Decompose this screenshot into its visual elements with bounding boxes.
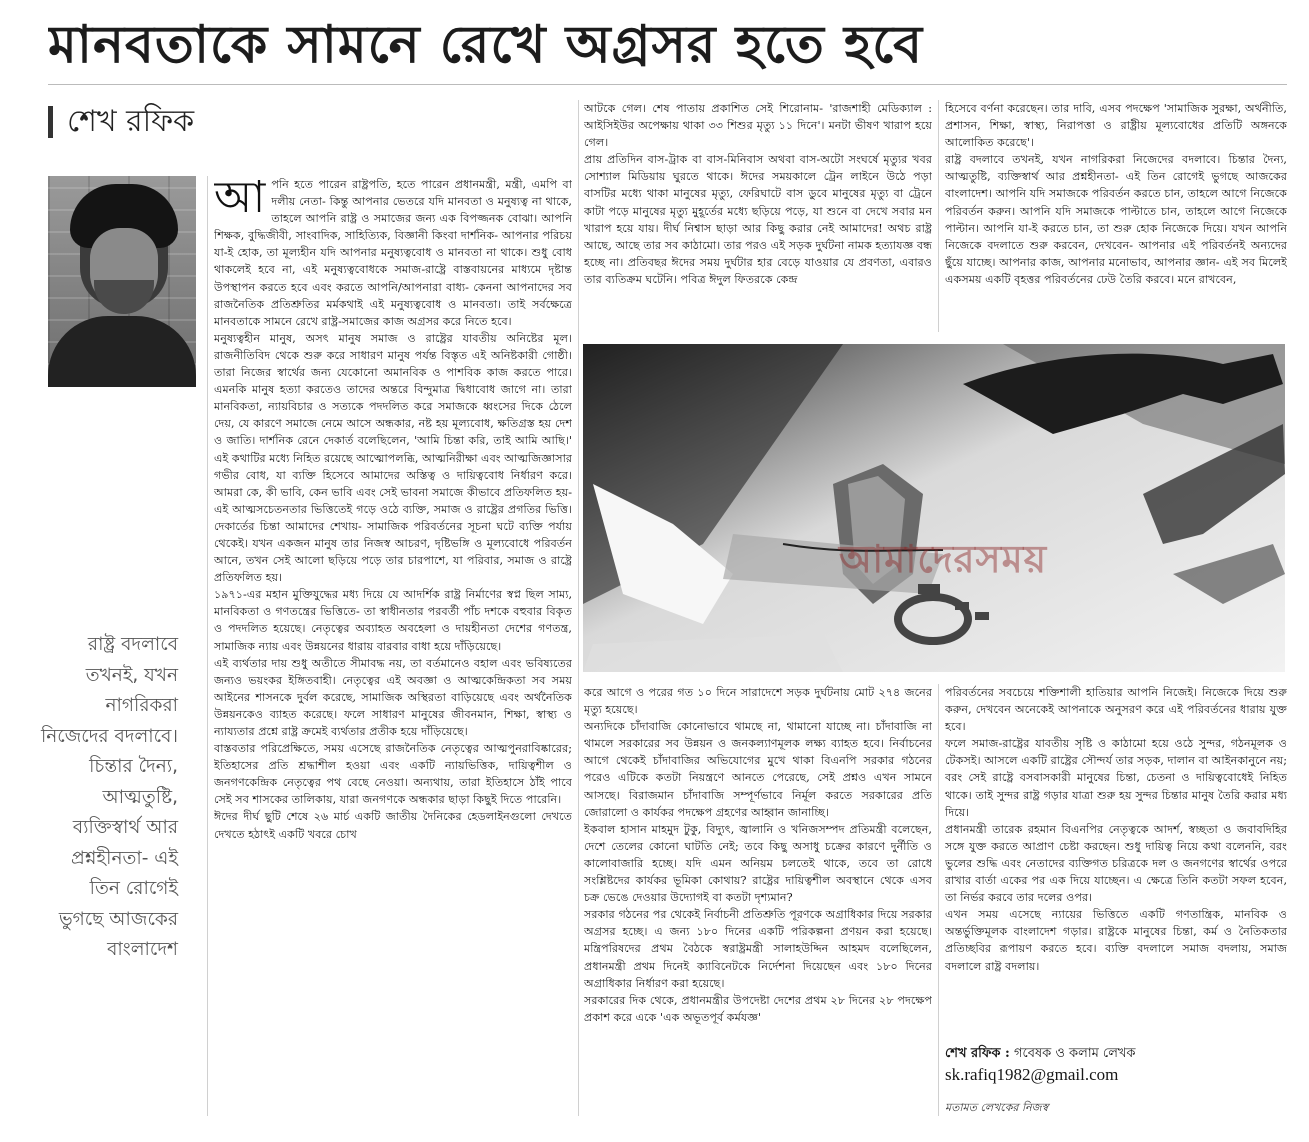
paragraph: অন্যদিকে চাঁদাবাজি কোনোভাবে থামছে না, থামানো যাচ্ছে না। চাঁদাবাজি না থামলে সরকারের সব উন্নয়ন ও জনকল্যাণমূলক লক্ষ্য ব্যাহত হবে। নির্বাচনের আগে থেকেই চাঁদাবাজির অভিযোগের মুখে থাকা বিএনপি সরকার গঠনের পরেও এটিকে কতটা নিয়ন্ত্রণে আনতে পেরেছে, সেই প্রশ্নও এখন সামনে আসছে। বিরাজমান চাঁদাবাজি সম্পূর্ণভাবে নির্মূল করতে সরকারের প্রতি জোরালো ও কার্যকর পদক্ষেপ গ্রহণের আহ্বান জানাচ্ছি। [584,720,932,819]
byline-author: শেখ রফিক [67,103,195,139]
paragraph: প্রধানমন্ত্রী তারেক রহমান বিএনপির নেতৃত্বকে আদর্শ, স্বচ্ছতা ও জবাবদিহির সঙ্গে যুক্ত করতে আপ্রাণ চেষ্টা করছেন। শুধু দায়িত্ব নিয়ে কথা বলেননি, বরং ভুলের শুদ্ধি এবং নেতাদের ব্যক্তিগত চরিত্রকে দল ও জনগণের স্বার্থের ওপরে রাখার বার্তা একের পর এক দিয়ে যাচ্ছেন। এ ক্ষেত্রে তিনি কতটা সফল হবেন, তা নির্ভর করবে তার দলের ওপর। [945,822,1287,905]
column-divider [938,100,939,332]
author-name: শেখ রফিক : [945,1046,1010,1061]
pull-quote: রাষ্ট্র বদলাবে তখনই, যখন নাগরিকরা নিজেদের বদলাবে। চিন্তার দৈন্য, আত্মতুষ্টি, ব্যক্তিস্বার্থ আর প্রশ্নহীনতা- এই তিন রোগেই ভুগছে আজকের বাংলাদেশ [40,634,178,960]
article-column-2-bottom [584,684,932,1116]
paragraph: বাস্তবতার পরিপ্রেক্ষিতে, সময় এসেছে রাজনৈতিক নেতৃত্বের আত্মপুনরাবিষ্কারের; ইতিহাসের প্রতি শ্রদ্ধাশীল হওয়া এবং একটি ন্যায়ভিত্তিক, দায়িত্বশীল ও জনগণকেন্দ্রিক নেতৃত্বের পথ বেছে নেওয়া। অন্যথায়, তারা ইতিহাসে ঠাঁই পাবে সেই সব শাসকের তালিকায়, যারা জনগণকে অন্ধকার ছাড়া কিছুই দিতে পারেনি। [214,742,572,807]
headline: মানবতাকে সামনে রেখে অগ্রসর হতে হবে [48,15,924,75]
watermark: আমাদেরসময় [838,537,1048,581]
opinion-disclaimer: মতামত লেখকের নিজস্ব [945,1101,1049,1114]
illustration-hands-chain [583,344,1285,672]
author-photo [48,176,196,387]
author-credit [945,1044,1290,1064]
byline [48,102,194,142]
author-email[interactable]: sk.rafiq1982@gmail.com [945,1065,1119,1084]
paragraph: করে আগে ও পরের গত ১০ দিনে সারাদেশে সড়ক দুর্ঘটনায় মোট ২৭৪ জনের মৃত্যু হয়েছে। [584,686,932,717]
paragraph: মনুষ্যত্বহীন মানুষ, অসৎ মানুষ সমাজ ও রাষ্ট্রের যাবতীয় অনিষ্টের মূল। রাজনীতিবিদ থেকে শুরু করে সাধারণ মানুষ পর্যন্ত বিস্তৃত এই অনিষ্টকারী গোষ্ঠী। তারা নিজের স্বার্থের জন্য যেকোনো অমানবিক ও পাশবিক কাজ করতে পারে। এমনকি মানুষ হত্যা করতেও তাদের অন্তরে বিন্দুমাত্র দ্বিধাবোধ জাগে না। তারা মানবিকতা, ন্যায়বিচার ও সত্যকে পদদলিত করে সমাজকে ধ্বংসের দিকে ঠেলে দেয়, যে কারণে সমাজে নেমে আসে অন্ধকার, নষ্ট হয় মূল্যবোধ, ক্ষতিগ্রস্ত হয় দেশ ও জাতি। দার্শনিক রেনে দেকার্ত বলেছিলেন, 'আমি চিন্তা করি, তাই আমি আছি।' এই কথাটির মধ্যে নিহিত রয়েছে আত্মোপলব্ধি, আত্মনিরীক্ষা এবং আত্মজিজ্ঞাসার গভীর বোধ, যা ব্যক্তি হিসেবে আমাদের অস্তিত্ব ও দায়িত্ববোধ নির্ধারণ করে। আমরা কে, কী ভাবি, কেন ভাবি এবং সেই ভাবনা সমাজে কীভাবে প্রতিফলিত হয়- এই আত্মসচেতনতার ভিত্তিতেই গড়ে ওঠে ব্যক্তি, সমাজ ও রাষ্ট্রের প্রগতির ভিত্তি। দেকার্তের চিন্তা আমাদের শেখায়- সামাজিক পরিবর্তনের সূচনা ঘটে ব্যক্তি পর্যায় থেকেই। যখন একজন মানুষ তার নিজস্ব আচরণ, দৃষ্টিভঙ্গি ও মূল্যবোধে পরিবর্তন আনে, তখন সেই আলো ছড়িয়ে পড়ে তার চারপাশে, যা পরিবার, সমাজ ও রাষ্ট্রে প্রতিফলিত হয়। [214,331,572,585]
paragraph: ইকবাল হাসান মাহমুদ টুকু, বিদ্যুৎ, জ্বালানি ও খনিজসম্পদ প্রতিমন্ত্রী বলেছেন, দেশে তেলের কোনো ঘাটতি নেই; তবে কিছু অসাধু চক্রের কারণে দুর্নীতি ও কালোবাজারি হচ্ছে। যদি এমন অনিয়ম চলতেই থাকে, তবে তা রোধে সংশ্লিষ্টদের কার্যকর ভূমিকা কোথায়? রাষ্ট্রের দায়িত্বশীল অবস্থানে থেকে এসব চক্র ভেঙে দেওয়ার উদ্যোগই বা কতটা দৃশ্যমান? [584,822,932,905]
article-column-2-top [584,100,932,336]
article-column-1 [214,176,572,1116]
paragraph: সরকারের দিক থেকে, প্রধানমন্ত্রীর উপদেষ্টা দেশের প্রথম ২৮ দিনের ২৮ পদক্ষেপ প্রকাশ করে একে 'এক অভূতপূর্ব কর্মযজ্ঞ' [584,993,932,1024]
paragraph: ঈদের দীর্ঘ ছুটি শেষে ২৬ মার্চ একটি জাতীয় দৈনিকের হেডলাইনগুলো দেখতে দেখতে হঠাৎই একটি খবরে চোখ [214,810,572,841]
author-role: গবেষক ও কলাম লেখক [1009,1046,1136,1061]
paragraph: রাষ্ট্র বদলাবে তখনই, যখন নাগরিকরা নিজেদের বদলাবে। চিন্তার দৈন্য, আত্মতুষ্টি, ব্যক্তিস্বার্থ আর প্রশ্নহীনতা- এই তিন রোগেই ভুগছে আজকের বাংলাদেশ। আপনি যদি সমাজকে পরিবর্তন করতে চান, তাহলে আগে নিজেকে পরিবর্তন করুন। আপনি যদি সমাজকে পাল্টাতে চান, তাহলে আগে নিজেকে পাল্টান। আপনি যা-ই করতে চান, তা শুরু হোক নিজেকে দিয়ে। যখন আপনি নিজেকে বদলাতে শুরু করবেন, দেখবেন- আপনার এই পরিবর্তনই অন্যদের ছুঁয়ে যাচ্ছে। আপনার কাজ, আপনার মনোভাব, আপনার জ্ঞান- এই সব মিলেই একসময় একটি বৃহত্তর পরিবর্তনের ঢেউ তৈরি করবে। মনে রাখবেন, [945,153,1287,286]
illustration-artwork [583,344,1285,672]
column-divider [207,176,208,1116]
article-column-3-bottom [945,684,1287,1036]
paragraph: পনি হতে পারেন রাষ্ট্রপতি, হতে পারেন প্রধানমন্ত্রী, মন্ত্রী, এমপি বা দলীয় নেতা- কিন্তু আপনার ভেতরে যদি মানবতা ও মনুষ্যত্ব না থাকে, তাহলে আপনি রাষ্ট্র ও সমাজের জন্য এক বিপজ্জনক বোঝা। আপনি শিক্ষক, বুদ্ধিজীবী, সাংবাদিক, সাহিত্যিক, বিজ্ঞানী কিংবা দার্শনিক- আপনার পরিচয় যা-ই হোক, তা মূল্যহীন যদি আপনার মনুষ্যত্ববোধ ও মানবতা না থাকে। শুধু বোধ থাকলেই হবে না, এই মনুষ্যত্ববোধকে সমাজ-রাষ্ট্রে বাস্তবায়নের মাধ্যমে দৃষ্টান্ত উপস্থাপন করতে হবে এবং করতে আপনি/আপনারা বাধ্য- কেননা আপনাদের সব রাজনৈতিক প্রতিশ্রুতির মর্মকথাই এই মনুষ্যত্ববোধ ও মানবতা। তাই সর্বক্ষেত্রে মানবতাকে সামনে রেখে রাষ্ট্র-সমাজের কাজ অগ্রসর করে নিতে হবে। [214,178,572,328]
paragraph: প্রায় প্রতিদিন বাস-ট্রাক বা বাস-মিনিবাস অথবা বাস-অটো সংঘর্ষে মৃত্যুর খবর সোশ্যাল মিডিয়ায় ঘুরতে থাকে। ঈদের সময়কালে ট্রেন লাইনে উঠে পড়া বাসটির মধ্যে থাকা মানুষের মৃত্যু, ফেরিঘাটে বাস ডুবে মানুষের মৃত্যু বা ট্রেনে কাটা পড়ে মানুষের মৃত্যু মুহূর্তের মধ্যে ছড়িয়ে পড়ে, যা শুনে বা দেখে সবার মন খারাপ হয়ে যায়। দীর্ঘ নিশ্বাস ছাড়া আর কিছু করার নেই আমাদের! অথচ রাষ্ট্র আছে, আছে তার সব কাঠামো। তার পরও এই সড়ক দুর্ঘটনা নামক হত্যাযজ্ঞ বন্ধ হচ্ছে না। প্রতিবছর ঈদের সময় দুর্ঘটার হার বেড়ে যাওয়ার যে প্রবণতা, এবারও তার ব্যতিক্রম ঘটেনি। পবিত্র ঈদুল ফিতরকে কেন্দ্র [584,153,932,286]
article-column-3-top [945,100,1287,336]
drop-cap: আ [214,176,266,223]
column-divider [938,684,939,1116]
paragraph: হিসেবে বর্ণনা করেছেন। তার দাবি, এসব পদক্ষেপ 'সামাজিক সুরক্ষা, অর্থনীতি, প্রশাসন, শিক্ষা, স্বাস্থ্য, নিরাপত্তা ও রাষ্ট্রীয় মূল্যবোধের প্রতিটি অঙ্গনকে আলোকিত করেছে'। [945,102,1287,150]
paragraph: ফলে সমাজ-রাষ্ট্রের যাবতীয় সৃষ্টি ও কাঠামো হয়ে ওঠে সুন্দর, গঠনমূলক ও টেকসই। আসলে একটি রাষ্ট্রের সৌন্দর্য তার সড়ক, দালান বা আইনকানুনে নয়; বরং সেই রাষ্ট্রে বসবাসকারী মানুষের চিন্তা, চেতনা ও দায়িত্ববোধেই নিহিত থাকে। তাই সুন্দর রাষ্ট্র গড়ার যাত্রা শুরু হয় সুন্দর চিন্তার মানুষ তৈরি করার মধ্য দিয়ে। [945,737,1287,819]
headline-rule [48,84,1287,85]
paragraph: এই ব্যর্থতার দায় শুধু অতীতে সীমাবদ্ধ নয়, তা বর্তমানেও বহাল এবং ভবিষ্যতের জন্যও ভয়ংকর ইঙ্গিতবাহী। নেতৃত্বের এই অবজ্ঞা ও আত্মকেন্দ্রিকতা সব সময় আইনের শাসনকে দুর্বল করেছে, সামাজিক অস্থিরতা বাড়িয়েছে এবং অর্থনৈতিক উন্নয়নকেও ব্যাহত করেছে। ফলে সাধারণ মানুষের জীবনমান, শিক্ষা, স্বাস্থ্য ও ন্যায্যতার প্রশ্নে রাষ্ট্র ক্রমেই ব্যর্থতার প্রতীক হয়ে দাঁড়িয়েছে। [214,656,572,738]
paragraph: এখন সময় এসেছে ন্যায়ের ভিত্তিতে একটি গণতান্ত্রিক, মানবিক ও অন্তর্ভুক্তিমূলক বাংলাদেশ গড়ার। রাষ্ট্রকে মানুষের চিন্তা, কর্ম ও নৈতিকতার প্রতিচ্ছবির রূপায়ণ করতে হবে। ব্যক্তি বদলালে সমাজ বদলায়, সমাজ বদলালে রাষ্ট্র বদলায়। [945,908,1287,973]
paragraph: আটকে গেল। শেষ পাতায় প্রকাশিত সেই শিরোনাম- 'রাজশাহী মেডিক্যাল : আইসিইউর অপেক্ষায় থাকা ৩৩ শিশুর মৃত্যু ১১ দিনে'। মনটা ভীষণ খারাপ হয়ে গেল। [584,102,932,150]
paragraph: পরিবর্তনের সবচেয়ে শক্তিশালী হাতিয়ার আপনি নিজেই। নিজেকে দিয়ে শুরু করুন, দেখবেন অনেকেই আপনাকে অনুসরণ করে এই পরিবর্তনের ধারায় যুক্ত হবে। [945,686,1287,734]
column-divider [578,100,579,1116]
author-signoff [945,1044,1290,1086]
paragraph: ১৯৭১-এর মহান মুক্তিযুদ্ধের মধ্য দিয়ে যে আদর্শিক রাষ্ট্র নির্মাণের স্বপ্ন ছিল সাম্য, মানবিকতা ও গণতন্ত্রের ভিত্তিতে- তা স্বাধীনতার পরবর্তী পাঁচ দশকে বহুবার বিকৃত ও পদদলিত হয়েছে। নেতৃত্বের অব্যাহত অবহেলা ও দায়হীনতা দেশের গণতন্ত্র, সামাজিক ন্যায় এবং উন্নয়নের ধারায় বারবার বাধা হয়ে দাঁড়িয়েছে। [214,588,572,653]
byline-bar [48,106,53,138]
paragraph: সরকার গঠনের পর থেকেই নির্বাচনী প্রতিশ্রুতি পূরণকে অগ্রাধিকার দিয়ে সরকার অগ্রসর হচ্ছে। এ জন্য ১৮০ দিনের একটি পরিকল্পনা প্রণয়ন করা হয়েছে। মন্ত্রিপরিষদের প্রথম বৈঠকে স্বরাষ্ট্রমন্ত্রী সালাহউদ্দিন আহমদ বলেছিলেন, প্রধানমন্ত্রী প্রথম দিনেই ক্যাবিনেটকে নির্দেশনা দিয়েছেন এবং ১৮০ দিনের অগ্রাধিকার নির্ধারণ করা হয়েছে। [584,908,932,990]
